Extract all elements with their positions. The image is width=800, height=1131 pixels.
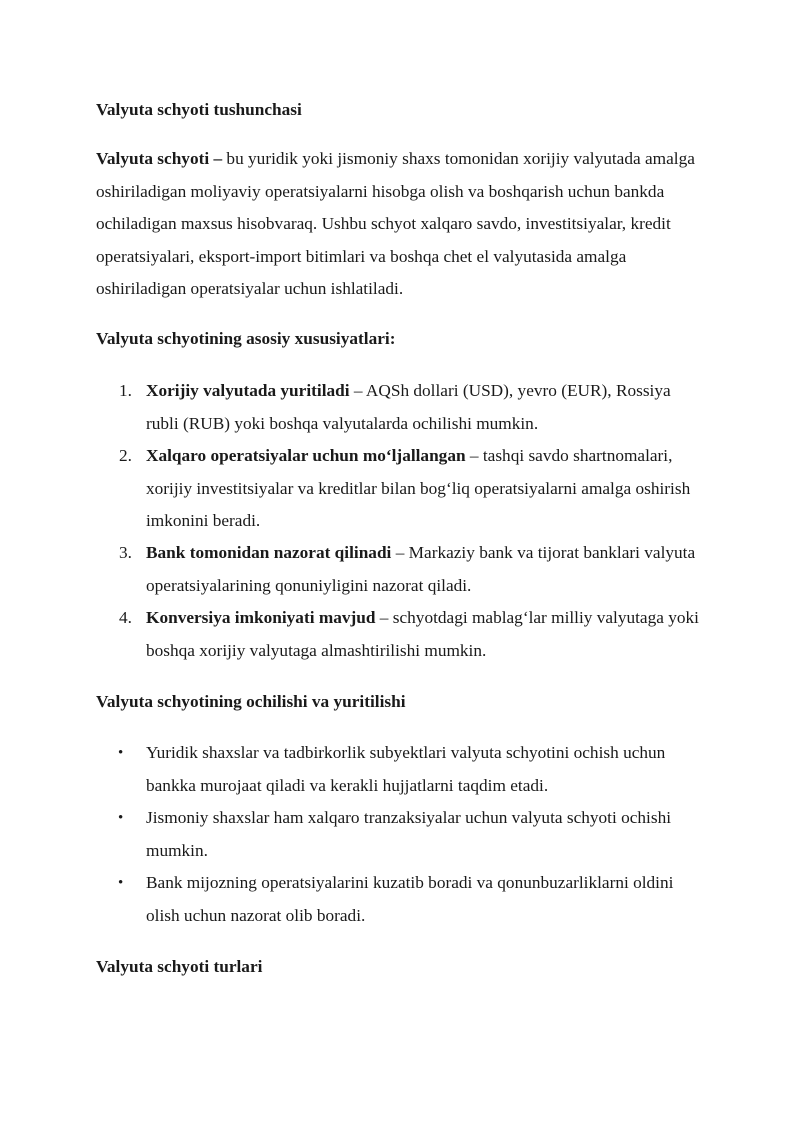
definition-term: Valyuta schyoti – xyxy=(96,149,223,168)
bullet-icon: • xyxy=(118,810,124,826)
feature-term: Xorijiy valyutada yuritiladi xyxy=(146,381,350,400)
definition-text: bu yuridik yoki jismoniy shaxs tomonidan xorijiy valyutada amalga oshiriladigan moliyaviy operatsiyalarni hisobga olish va boshqarish uchun bankda ochiladigan maxsus hisobvaraq. Ushbu schyot xalqaro savdo, investitsiyalar, kredit operatsiyalari, eksport-import bitimlari va boshqa chet el valyutasida amalga oshiriladigan operatsiyalar uchun ishlatiladi. xyxy=(96,149,695,299)
list-item-text: Bank mijozning operatsiyalarini kuzatib boradi va qonunbuzarliklarni oldini olish uchun nazorat olib boradi. xyxy=(146,873,674,925)
feature-term: Bank tomonidan nazorat qilinadi xyxy=(146,543,392,562)
types-heading: Valyuta schyoti turlari xyxy=(96,957,263,976)
feature-text: – tashqi savdo shartnomalari, xorijiy investitsiyalar va kreditlar bilan bog‘liq operatsiyalarni amalga oshirish imkonini beradi. xyxy=(146,446,691,531)
feature-item xyxy=(96,440,706,538)
opening-heading: Valyuta schyotining ochilishi va yuritilishi xyxy=(96,692,406,711)
list-item-text: Jismoniy shaxslar ham xalqaro tranzaksiyalar uchun valyuta schyoti ochishi mumkin. xyxy=(146,808,672,860)
feature-item xyxy=(96,537,706,602)
feature-text: – Markaziy bank va tijorat banklari valyuta operatsiyalarining qonuniyligini nazorat qiladi. xyxy=(146,543,696,595)
feature-term: Xalqaro operatsiyalar uchun mo‘ljallangan xyxy=(146,446,466,465)
list-item xyxy=(96,802,706,867)
list-number: 4. xyxy=(119,608,132,627)
bullet-icon: • xyxy=(118,745,124,761)
features-heading: Valyuta schyotining asosiy xususiyatlari: xyxy=(96,329,396,348)
document-title: Valyuta schyoti tushunchasi xyxy=(96,100,302,119)
feature-item xyxy=(96,602,706,667)
feature-text: – schyotdagi mablag‘lar milliy valyutaga yoki boshqa xorijiy valyutaga almashtirilishi mumkin. xyxy=(146,608,699,660)
list-number: 3. xyxy=(119,543,132,562)
list-item xyxy=(96,737,706,802)
list-item-text: Yuridik shaxslar va tadbirkorlik subyektlari valyuta schyotini ochish uchun bankka murojaat qiladi va kerakli hujjatlarni taqdim etadi. xyxy=(146,743,666,795)
feature-text: – AQSh dollari (USD), yevro (EUR), Rossiya rubli (RUB) yoki boshqa valyutalarda ochilishi mumkin. xyxy=(146,381,671,433)
definition-paragraph xyxy=(96,143,706,306)
feature-item xyxy=(96,375,706,440)
list-number: 2. xyxy=(119,446,132,465)
list-number: 1. xyxy=(119,381,132,400)
list-item xyxy=(96,867,706,932)
bullet-icon: • xyxy=(118,875,124,891)
feature-term: Konversiya imkoniyati mavjud xyxy=(146,608,376,627)
